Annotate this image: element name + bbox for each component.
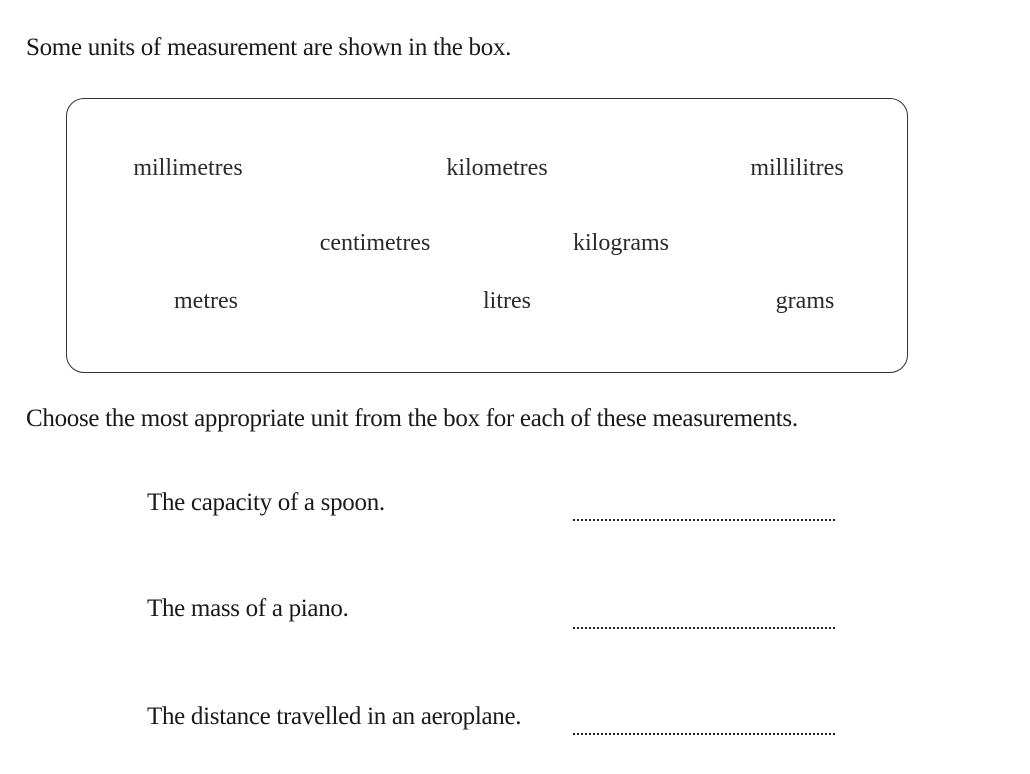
instruction-text: Choose the most appropriate unit from the box for each of these measurements. xyxy=(26,405,798,432)
units-box xyxy=(66,98,908,373)
question-aeroplane: The distance travelled in an aeroplane. xyxy=(147,703,522,730)
question-piano: The mass of a piano. xyxy=(147,595,349,622)
answer-line-piano[interactable] xyxy=(573,627,835,629)
unit-kilometres: kilometres xyxy=(446,155,548,181)
unit-grams: grams xyxy=(775,288,835,314)
answer-line-spoon[interactable] xyxy=(573,519,835,521)
unit-litres: litres xyxy=(483,288,531,314)
intro-text: Some units of measurement are shown in the box. xyxy=(26,34,512,61)
unit-kilograms: kilograms xyxy=(573,230,669,256)
unit-centimetres: centimetres xyxy=(319,230,431,256)
unit-millimetres: millimetres xyxy=(133,155,243,181)
question-spoon: The capacity of a spoon. xyxy=(147,489,385,516)
answer-line-aeroplane[interactable] xyxy=(573,733,835,735)
unit-millilitres: millilitres xyxy=(750,155,844,181)
unit-metres: metres xyxy=(174,288,238,314)
